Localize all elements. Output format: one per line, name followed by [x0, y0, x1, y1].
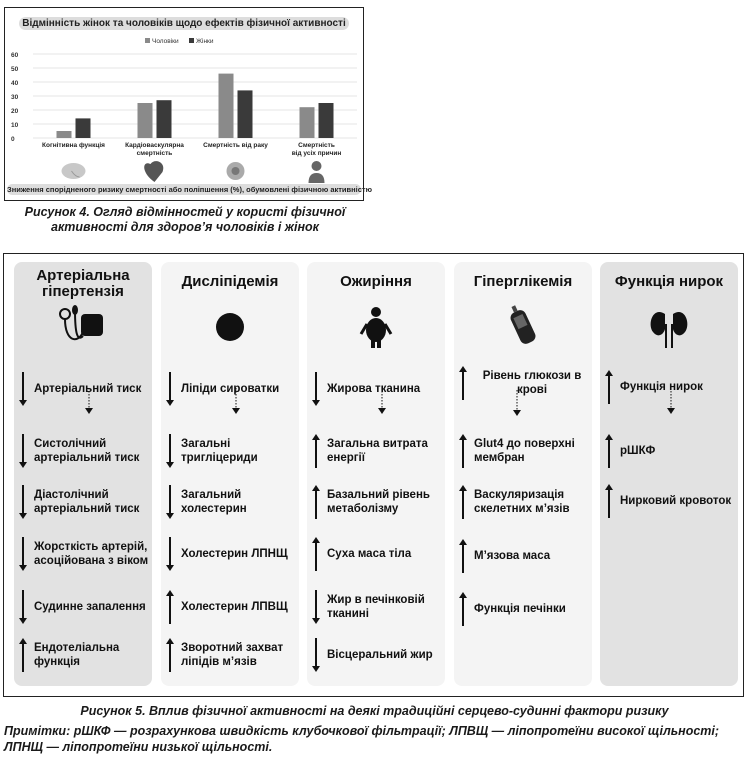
effect-label: Функція печінки — [474, 603, 566, 615]
y-tick-label: 10 — [11, 122, 19, 129]
effect-label: Жирова тканина — [327, 383, 421, 395]
effect-label: Судинне запалення — [34, 601, 146, 613]
brain-icon — [62, 163, 86, 179]
effect-item — [458, 539, 590, 573]
arrow-up-icon — [458, 539, 468, 573]
effect-label: Glut4 до поверхні мембран — [474, 438, 575, 464]
arrow-down-icon — [165, 434, 175, 468]
column-2 — [161, 262, 299, 686]
effect-item — [18, 638, 150, 672]
category-label: Смертність — [298, 142, 335, 149]
caption-line: Рисунок 4. Огляд відмінностей у користі фізичної — [24, 205, 346, 219]
arrow-down-icon — [18, 372, 28, 406]
arrow-up-icon — [458, 592, 468, 626]
category-label: Когнітивна функція — [42, 142, 105, 149]
effect-item — [18, 372, 150, 406]
effect-item — [311, 590, 443, 624]
effect-label: Зворотний захват ліпідів м’язів — [181, 642, 284, 668]
effect-item — [165, 372, 297, 406]
arrow-up-icon — [458, 434, 468, 468]
effect-item — [311, 372, 443, 406]
column-4 — [454, 262, 592, 686]
effect-item — [458, 485, 590, 519]
arrow-up-icon — [165, 590, 175, 624]
column-title — [454, 274, 592, 290]
bar-Чоловіки — [300, 107, 315, 138]
column-title — [14, 268, 152, 300]
category-label: Кардіоваскулярна — [125, 142, 184, 149]
arrow-up-icon — [604, 370, 614, 404]
arrow-up-icon — [18, 638, 28, 672]
effect-item — [604, 370, 736, 404]
effect-item — [311, 638, 443, 672]
arrow-down-icon — [311, 638, 321, 672]
effect-item — [604, 484, 736, 518]
arrow-down-icon — [165, 372, 175, 406]
column-title — [600, 274, 738, 290]
legend-label: Жінки — [196, 38, 214, 45]
y-tick-label: 40 — [11, 80, 19, 87]
effect-label: Функція нирок — [620, 381, 703, 393]
heart-icon — [144, 161, 163, 182]
column-title-line: Дисліпідемія — [181, 273, 279, 290]
effect-item — [458, 434, 590, 468]
arrow-up-icon — [311, 434, 321, 468]
arrow-up-icon — [604, 434, 614, 468]
effect-item — [165, 638, 297, 672]
effect-item — [604, 434, 736, 468]
figure-notes: Примітки: рШКФ — розрахункова швидкість клубочкової фільтрації; ЛПВЩ — ліпопротеїни високої щільності; ЛПНЩ — ліпопротеїни низької щільності. — [4, 724, 720, 754]
bar-chart — [5, 8, 372, 200]
effect-label: Нирковий кровоток — [620, 495, 732, 507]
effect-label: Жорсткість артерій, асоційована з віком — [34, 541, 149, 567]
effect-label: Загальний холестерин — [181, 489, 247, 515]
bar-Жінки — [319, 103, 334, 138]
column-title-line: Функція нирок — [614, 273, 724, 290]
effect-item — [165, 434, 297, 468]
figure-4-chart — [4, 7, 372, 201]
arrow-down-icon — [165, 485, 175, 519]
arrow-down-icon — [18, 590, 28, 624]
effect-item — [311, 537, 443, 571]
effect-label: Вісцеральний жир — [327, 649, 433, 661]
column-title — [161, 274, 299, 290]
bar-Жінки — [76, 118, 91, 138]
effect-item — [311, 485, 443, 519]
column-title-line: гіпертензія — [42, 283, 124, 300]
bar-Чоловіки — [219, 74, 234, 138]
column-title-line: Артеріальна — [36, 267, 130, 284]
effect-label: Діастолічний артеріальний тиск — [34, 489, 140, 515]
effect-label: рШКФ — [620, 445, 656, 457]
bar-Жінки — [157, 100, 172, 138]
y-tick-label: 20 — [11, 108, 19, 115]
y-tick-label: 30 — [11, 94, 19, 101]
effect-item — [18, 537, 150, 571]
arrow-up-icon — [458, 485, 468, 519]
effect-item — [18, 434, 150, 468]
y-tick-label: 50 — [11, 66, 19, 73]
effect-label: Ендотеліальна функція — [34, 642, 120, 668]
effect-label: Жир в печінковій тканині — [327, 594, 425, 620]
effect-label: Рівень глюкози в крові — [482, 370, 582, 396]
effect-item — [311, 434, 443, 468]
effect-label: Базальний рівень метаболізму — [327, 489, 430, 515]
effect-label: Загальна витрата енергії — [327, 438, 428, 464]
arrow-up-icon — [311, 537, 321, 571]
arrow-down-icon — [311, 372, 321, 406]
effect-label: Артеріальний тиск — [34, 383, 142, 395]
effect-item — [18, 485, 150, 519]
arrow-up-icon — [604, 484, 614, 518]
effect-label: Холестерин ЛПНЩ — [181, 548, 288, 560]
legend-swatch — [189, 38, 194, 43]
bar-Жінки — [238, 90, 253, 138]
bar-Чоловіки — [57, 131, 72, 138]
column-3 — [307, 262, 445, 686]
bar-Чоловіки — [138, 103, 153, 138]
kidneys-icon — [639, 302, 699, 352]
category-label: від усіх причин — [291, 150, 342, 157]
arrow-down-icon — [18, 485, 28, 519]
arrow-down-icon — [165, 537, 175, 571]
effect-item — [165, 485, 297, 519]
glucometer-icon — [493, 302, 553, 352]
obese-person-icon — [346, 302, 406, 352]
effect-item — [458, 366, 590, 400]
effect-item — [18, 590, 150, 624]
legend-swatch — [145, 38, 150, 43]
figure-5-diagram — [3, 253, 744, 697]
chart-title: Відмінність жінок та чоловіків щодо ефектів фізичної активності — [19, 17, 349, 30]
effect-label: Загальні тригліцериди — [181, 438, 258, 464]
person-icon — [309, 161, 325, 183]
arrow-up-icon — [311, 485, 321, 519]
effect-label: Систолічний артеріальний тиск — [34, 438, 140, 464]
legend-label: Чоловіки — [152, 38, 179, 45]
column-title-line: Гіперглікемія — [473, 273, 573, 290]
figure-4-caption — [10, 205, 360, 235]
effect-label: Холестерин ЛПВЩ — [181, 601, 288, 613]
category-label: Смертність від раку — [203, 142, 268, 149]
effect-item — [458, 592, 590, 626]
column-title-line: Ожиріння — [340, 273, 412, 290]
cancer-cell-icon — [227, 162, 245, 180]
figure-5-caption: Рисунок 5. Вплив фізичної активності на деякі традиційні серцево-судинні фактори ризику — [80, 704, 669, 718]
arrow-down-icon — [18, 537, 28, 571]
effect-label: Ліпіди сироватки — [181, 383, 280, 395]
chart-x-label: Зниження спорідненого ризику смертності або поліпшення (%), обумовлені фізичною активністю — [7, 185, 372, 194]
effect-item — [165, 537, 297, 571]
arrow-down-icon — [18, 434, 28, 468]
arrow-up-icon — [458, 366, 468, 400]
effect-label: Суха маса тіла — [327, 548, 412, 560]
y-tick-label: 0 — [11, 136, 15, 143]
y-tick-label: 60 — [11, 52, 19, 59]
effect-label: М’язова маса — [474, 550, 551, 562]
category-label: смертність — [136, 150, 173, 157]
column-5 — [600, 262, 738, 686]
column-title — [307, 274, 445, 290]
arrow-up-icon — [165, 638, 175, 672]
arrow-down-icon — [311, 590, 321, 624]
effect-item — [165, 590, 297, 624]
caption-line: активності для здоров’я чоловіків і жінок — [51, 220, 319, 234]
effect-label: Васкуляризація скелетних м’язів — [474, 489, 570, 515]
blood-pressure-monitor-icon — [53, 302, 113, 352]
column-1 — [14, 262, 152, 686]
lipid-ball-icon — [200, 302, 260, 352]
